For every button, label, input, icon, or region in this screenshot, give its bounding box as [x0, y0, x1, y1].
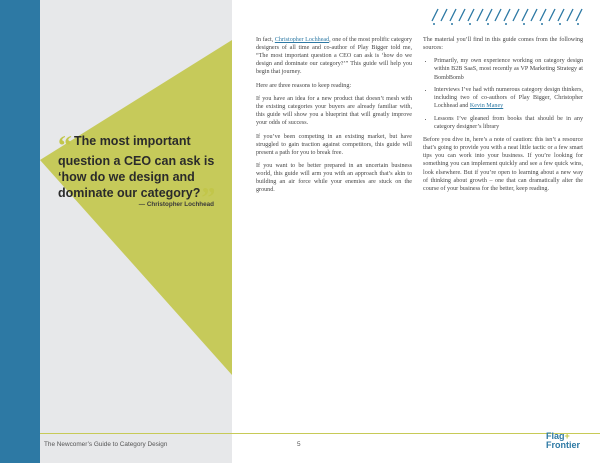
paragraph-reason-2: If you’ve been competing in an existing market, but have struggled to gain traction against competitors, this guide will present a path for you to break free.	[256, 133, 412, 156]
logo-word-flag: Flag	[546, 431, 565, 441]
paragraph-caution: Before you dive in, here’s a note of caution: this isn’t a resource that’s going to provide you with a neat little tactic or a few smart tips you can work into your business. If you’re looking for something you can implement quickly and see a few quick wins, look elsewhere. But if you’re open to learning about a new way of thinking about growth – one that can dramatically alter the course of your business for the better, keep reading.	[423, 137, 583, 192]
sources-list	[423, 57, 583, 131]
footer-divider	[40, 433, 600, 434]
kevin-maney-link[interactable]: Kevin Maney	[469, 103, 504, 110]
footer-title: The Newcomer’s Guide to Category Design	[44, 441, 168, 448]
christopher-lochhead-link[interactable]: Christopher Lochhead	[274, 37, 330, 43]
pull-quote	[58, 131, 228, 214]
close-quote-icon: ”	[201, 183, 216, 214]
open-quote-icon: “	[58, 131, 72, 162]
list-item	[434, 86, 583, 110]
middle-column	[256, 36, 412, 200]
paragraph-reason-1: If you have an idea for a new product that doesn’t mesh with the existing categories your buyers are already familiar with, this guide will show you a blueprint that will greatly improve your odds of success.	[256, 95, 412, 127]
page-number: 5	[297, 441, 301, 448]
list-item: • Lessons I’ve gleaned from books that should be in any category designer’s library	[434, 115, 583, 131]
intro-text-end: , one of the most prolific category designers of all time and co-author of Play Bigger told me, “The most important question a CEO can ask is ‘how do we design and dominate our category?’” This guide will help you begin that journey.	[256, 37, 412, 76]
olive-triangle	[0, 0, 232, 463]
pull-quote-text: The most important question a CEO can ask is ‘how do we design and dominate our category?	[58, 134, 215, 200]
logo-word-frontier: Frontier	[546, 440, 581, 450]
bullet-text: Interviews I’ve had with numerous category design thinkers, including two of co-authors of Play Bigger, Christopher Lochhead and	[434, 87, 583, 110]
paragraph-intro	[256, 36, 412, 76]
intro-text-start: In fact,	[256, 37, 275, 43]
logo-plus-icon: +	[564, 431, 570, 441]
list-item: • Primarily, my own experience working on category design within B2B SaaS, most recently as VP Marketing Strategy at BombBomb	[434, 57, 583, 81]
quote-attribution: — Christopher Lochhead	[138, 201, 214, 208]
left-quote-panel	[0, 0, 232, 463]
right-column	[423, 36, 583, 198]
paragraph-reasons: Here are three reasons to keep reading:	[256, 82, 352, 89]
diagonal-pattern-decoration	[430, 5, 590, 27]
paragraph-sources-intro: The material you’ll find in this guide comes from the following sources:	[423, 37, 583, 52]
flag-frontier-logo	[546, 432, 596, 450]
paragraph-reason-3: If you want to be better prepared in an uncertain business world, this guide will arm you with an approach that’s akin to building an air force while your enemies are stuck on the ground.	[256, 162, 412, 194]
